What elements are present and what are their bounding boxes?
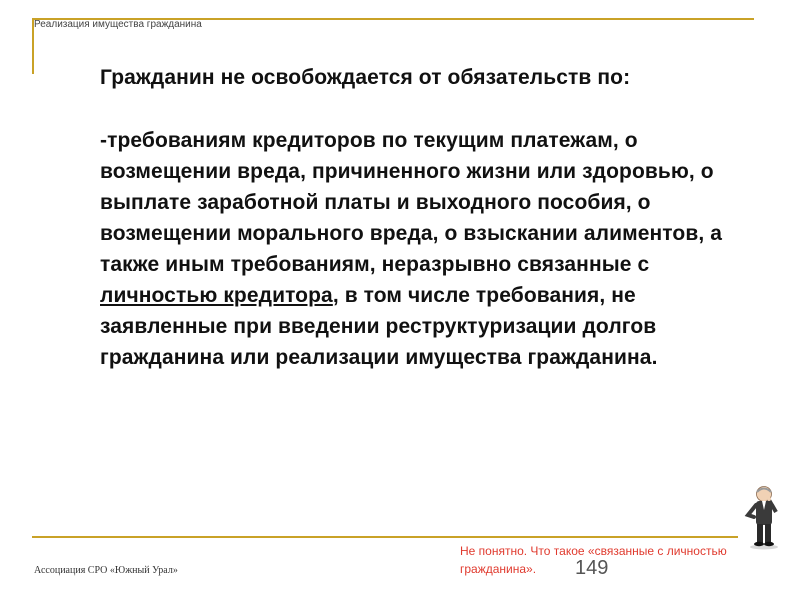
annotation-note: Не понятно. Что такое «связанные с личностью гражданина». <box>460 544 727 576</box>
thinking-person-icon <box>742 484 786 550</box>
body-text-underlined: личностью кредитора <box>100 284 333 307</box>
body-text-end: , в том числе требования, не заявленные при введении реструктуризации долгов гражданина или реализации имущества гражданина. <box>100 284 658 369</box>
slide-body <box>100 125 760 373</box>
slide-content <box>100 62 760 373</box>
footer-rule <box>32 536 738 538</box>
slide-header: Реализация имущества гражданина <box>34 19 202 30</box>
footer-organization: Ассоциация СРО «Южный Урал» <box>34 565 178 576</box>
slide-heading: Гражданин не освобождается от обязательств по: <box>100 66 631 89</box>
page-number: 149 <box>575 557 609 579</box>
body-text-start: -требованиям кредиторов по текущим платежам, о возмещении вреда, причиненного жизни или здоровью, о выплате заработной платы и выходного пособия, о возмещении морального вреда, о взыскании алиментов, а также иным требованиям, неразрывно связанные с <box>100 129 723 276</box>
